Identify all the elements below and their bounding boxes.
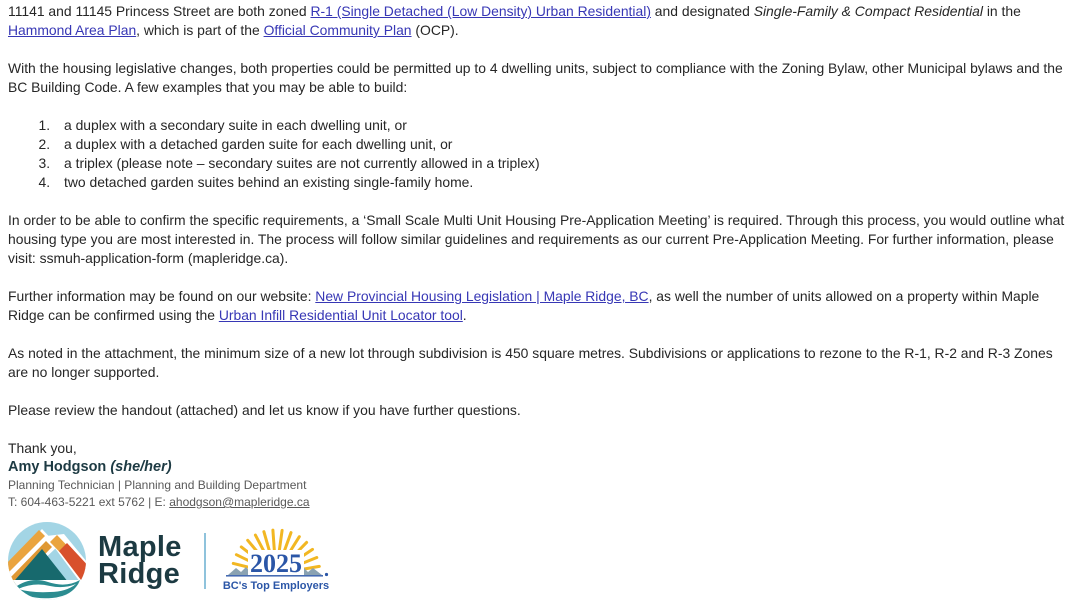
signature-name — [8, 458, 1076, 477]
link-official-community-plan[interactable]: Official Community Plan — [263, 22, 412, 38]
signature-contact-text: T: 604-463-5221 ext 5762 | E: — [8, 495, 170, 509]
list-item: 3. a triplex (please note – secondary suites are not currently allowed in a triplex) — [54, 154, 1076, 173]
designation-text: Single-Family & Compact Residential — [753, 3, 983, 19]
list-item: 1. a duplex with a secondary suite in each dwelling unit, or — [54, 116, 1076, 135]
paragraph-review-handout: Please review the handout (attached) and let us know if you have further questions. — [8, 402, 521, 418]
badge-year: 2025 — [249, 549, 302, 578]
further-info-text: , as well the number of units allowed on a property within Maple Ridge can be confirmed using the — [8, 288, 1040, 323]
maple-ridge-logo-icon — [8, 522, 86, 600]
email-link[interactable]: ahodgson@mapleridge.ca — [169, 495, 310, 509]
paragraph-pre-application: In order to be able to confirm the specific requirements, a ‘Small Scale Multi Unit Housing Pre-Application Meeting’ is required. Through this process, you would outline what housing type you are most interested in. The process will follow similar guidelines and requirements as our current Pre-Application Meeting. For further information, please visit: ssmuh-application-form (mapleridge.ca). — [8, 212, 1065, 266]
signature-pronouns: (she/her) — [110, 459, 172, 475]
maple-ridge-logo — [8, 522, 1076, 600]
bc-top-employers-badge — [222, 526, 330, 596]
org-wordmark-line2: Ridge — [98, 558, 181, 590]
signature-closing: Thank you, — [8, 440, 77, 456]
zoning-text: in the — [982, 3, 1021, 19]
zoning-text: (OCP). — [411, 22, 459, 38]
list-item: 4. two detached garden suites behind an existing single-family home. — [54, 173, 1076, 192]
org-wordmark — [98, 531, 182, 590]
badge-text: BC's Top Employers — [222, 580, 329, 592]
paragraph-housing-changes: With the housing legislative changes, both properties could be permitted up to 4 dwelling units, subject to compliance with the Zoning Bylaw, other Municipal bylaws and the BC Building Code. A few examples that you may be able to build: — [8, 60, 1063, 95]
further-info-text: . — [462, 307, 467, 323]
paragraph-zoning — [8, 2, 1076, 40]
paragraph-further-info — [8, 287, 1076, 325]
further-info-text: Further information may be found on our website: — [8, 288, 316, 304]
paragraph-lot-size: As noted in the attachment, the minimum size of a new lot through subdivision is 450 square metres. Subdivisions or applications to rezone to the R-1, R-2 and R-3 Zones are no longer supported. — [8, 345, 1053, 380]
signature-name-text: Amy Hodgson — [8, 459, 111, 475]
zoning-text: , which is part of the — [136, 22, 264, 38]
link-new-provincial-housing-legislation[interactable]: New Provincial Housing Legislation | Maple Ridge, BC — [315, 288, 649, 304]
list-item: 2. a duplex with a detached garden suite for each dwelling unit, or — [54, 135, 1076, 154]
zoning-text: and designated — [650, 3, 754, 19]
email-signature — [8, 439, 1076, 511]
link-urban-infill-locator-tool[interactable]: Urban Infill Residential Unit Locator tool — [218, 307, 463, 323]
logo-divider — [204, 533, 206, 589]
signature-contact — [8, 494, 1076, 511]
signature-title: Planning Technician | Planning and Building Department — [8, 478, 307, 492]
zoning-text: 11141 and 11145 Princess Street are both zoned — [8, 3, 311, 19]
org-wordmark-line1: Maple — [98, 531, 182, 563]
link-r1-zone[interactable]: R-1 (Single Detached (Low Density) Urban Residential) — [310, 3, 651, 19]
building-options-list — [8, 116, 1076, 192]
link-hammond-area-plan[interactable]: Hammond Area Plan — [8, 22, 137, 38]
